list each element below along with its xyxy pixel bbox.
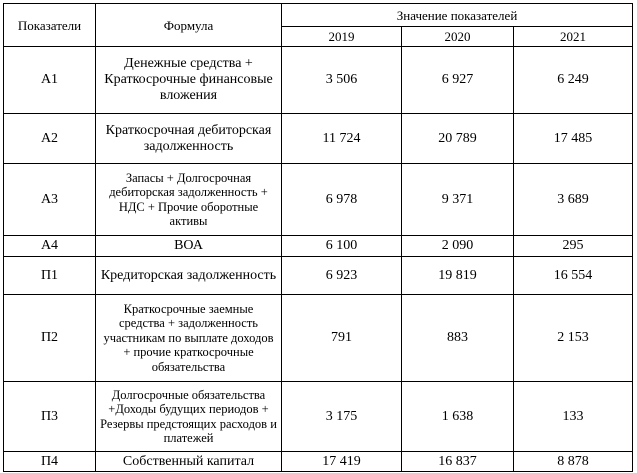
indicator-cell: А3 [4, 164, 96, 236]
indicator-cell: П3 [4, 382, 96, 452]
value-cell: 6 978 [282, 164, 402, 236]
formula-cell: Долгосрочные обязательства +Доходы будущих периодов + Резервы предстоящих расходов и платежей [96, 382, 282, 452]
header-year-2020: 2020 [402, 27, 514, 47]
value-cell: 6 927 [402, 47, 514, 114]
table-row [4, 114, 633, 164]
value-cell: 16 837 [402, 452, 514, 472]
formula-cell: Собственный капитал [96, 452, 282, 472]
table-row [4, 452, 633, 472]
header-year-2021: 2021 [514, 27, 633, 47]
header-year-2019: 2019 [282, 27, 402, 47]
table-row [4, 164, 633, 236]
value-cell: 2 153 [514, 295, 633, 382]
formula-cell: Краткосрочные заемные средства + задолженность участникам по выплате доходов + прочие краткосрочные обязательства [96, 295, 282, 382]
liquidity-table [3, 3, 633, 472]
value-cell: 8 878 [514, 452, 633, 472]
value-cell: 1 638 [402, 382, 514, 452]
formula-cell: Запасы + Долгосрочная дебиторская задолженность + НДС + Прочие оборотные активы [96, 164, 282, 236]
formula-cell: Денежные средства + Краткосрочные финансовые вложения [96, 47, 282, 114]
indicator-cell: П4 [4, 452, 96, 472]
indicator-cell: А4 [4, 236, 96, 257]
table-row [4, 295, 633, 382]
value-cell: 6 249 [514, 47, 633, 114]
value-cell: 3 689 [514, 164, 633, 236]
value-cell: 17 419 [282, 452, 402, 472]
value-cell: 295 [514, 236, 633, 257]
header-values-group: Значение показателей [282, 4, 633, 27]
table-row [4, 47, 633, 114]
indicator-cell: П1 [4, 257, 96, 295]
header-formula: Формула [96, 4, 282, 47]
formula-cell: Краткосрочная дебиторская задолженность [96, 114, 282, 164]
table-row [4, 257, 633, 295]
value-cell: 19 819 [402, 257, 514, 295]
value-cell: 791 [282, 295, 402, 382]
formula-cell: Кредиторская задолженность [96, 257, 282, 295]
formula-cell: ВОА [96, 236, 282, 257]
value-cell: 6 100 [282, 236, 402, 257]
value-cell: 133 [514, 382, 633, 452]
value-cell: 11 724 [282, 114, 402, 164]
header-indicators: Показатели [4, 4, 96, 47]
indicator-cell: П2 [4, 295, 96, 382]
table-row [4, 236, 633, 257]
value-cell: 16 554 [514, 257, 633, 295]
indicator-cell: А1 [4, 47, 96, 114]
value-cell: 3 175 [282, 382, 402, 452]
value-cell: 9 371 [402, 164, 514, 236]
value-cell: 3 506 [282, 47, 402, 114]
indicator-cell: А2 [4, 114, 96, 164]
value-cell: 17 485 [514, 114, 633, 164]
value-cell: 883 [402, 295, 514, 382]
value-cell: 6 923 [282, 257, 402, 295]
value-cell: 20 789 [402, 114, 514, 164]
table-row [4, 382, 633, 452]
value-cell: 2 090 [402, 236, 514, 257]
